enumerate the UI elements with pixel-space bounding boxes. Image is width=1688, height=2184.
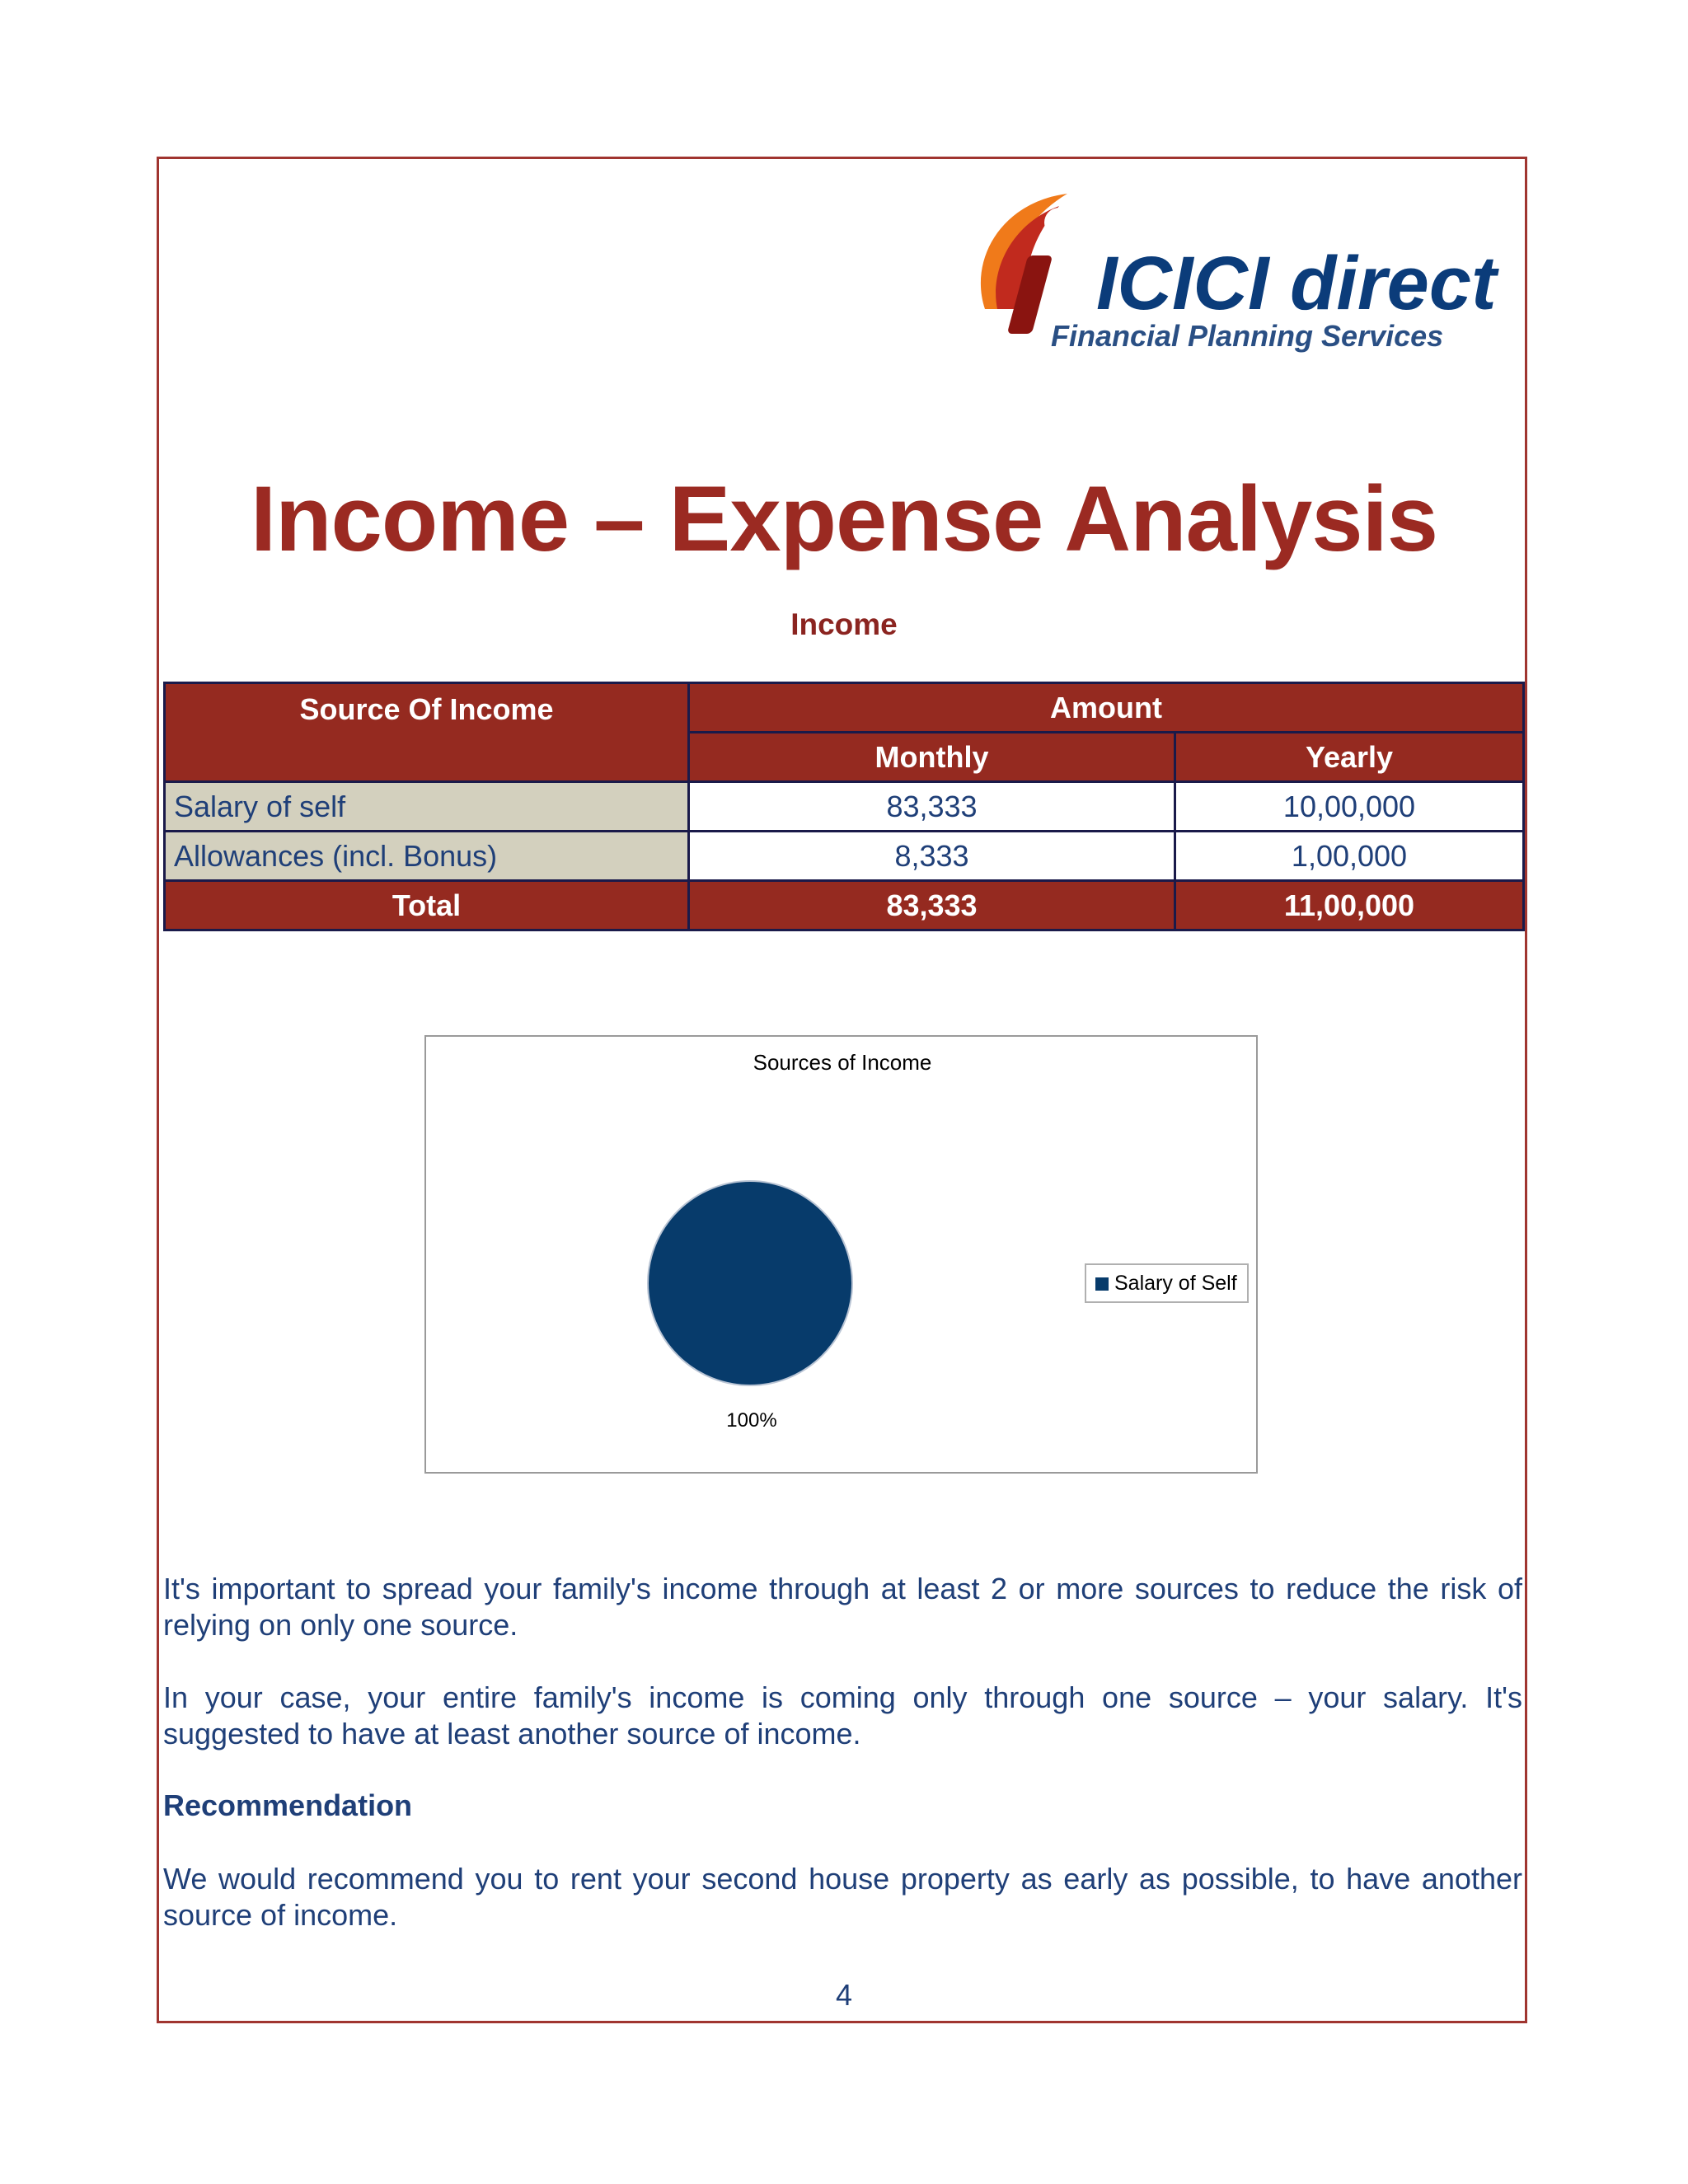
- section-subtitle: Income: [790, 607, 898, 641]
- table-row: [165, 782, 1524, 832]
- body-paragraph-2: In your case, your entire family's income is coming only through one source – your salary. It's suggested to have at least another source of income.: [163, 1680, 1522, 1750]
- total-yearly: 11,00,000: [1175, 881, 1524, 930]
- pie-slice: [648, 1181, 852, 1385]
- row-label: Salary of self: [165, 782, 689, 832]
- legend-swatch: [1095, 1277, 1109, 1291]
- row-label: Allowances (incl. Bonus): [165, 832, 689, 881]
- table-total-row: [165, 881, 1524, 930]
- page-number: 4: [835, 1978, 853, 2012]
- logo-tagline-text: Financial Planning Services: [1051, 319, 1444, 353]
- table-row: [165, 832, 1524, 881]
- pie-data-label: 100%: [726, 1409, 777, 1432]
- header-monthly: Monthly: [689, 733, 1175, 782]
- chart-title: Sources of Income: [753, 1050, 932, 1075]
- body-paragraph-3: We would recommend you to rent your second house property as early as possible, to have another source of income.: [163, 1862, 1522, 1932]
- recommendation-heading: Recommendation: [163, 1788, 413, 1822]
- header-amount: Amount: [689, 683, 1524, 733]
- icici-direct-logo: [968, 185, 1508, 359]
- income-table: [163, 682, 1525, 931]
- table-header-row: [165, 683, 1524, 733]
- header-source-of-income: Source Of Income: [165, 683, 689, 782]
- legend-label: Salary of Self: [1114, 1272, 1237, 1295]
- row-yearly: 10,00,000: [1175, 782, 1524, 832]
- total-label: Total: [165, 881, 689, 930]
- row-yearly: 1,00,000: [1175, 832, 1524, 881]
- row-monthly: 83,333: [689, 782, 1175, 832]
- logo-brand-text: ICICI direct: [1096, 241, 1497, 326]
- sources-of-income-chart: [424, 1035, 1258, 1474]
- row-monthly: 8,333: [689, 832, 1175, 881]
- total-monthly: 83,333: [689, 881, 1175, 930]
- body-paragraph-1: It's important to spread your family's income through at least 2 or more sources to reduce the risk of relying on only one source.: [163, 1572, 1522, 1642]
- page-title: Income – Expense Analysis: [251, 467, 1437, 570]
- pie-chart-svg: [426, 1037, 1259, 1475]
- header-yearly: Yearly: [1175, 733, 1524, 782]
